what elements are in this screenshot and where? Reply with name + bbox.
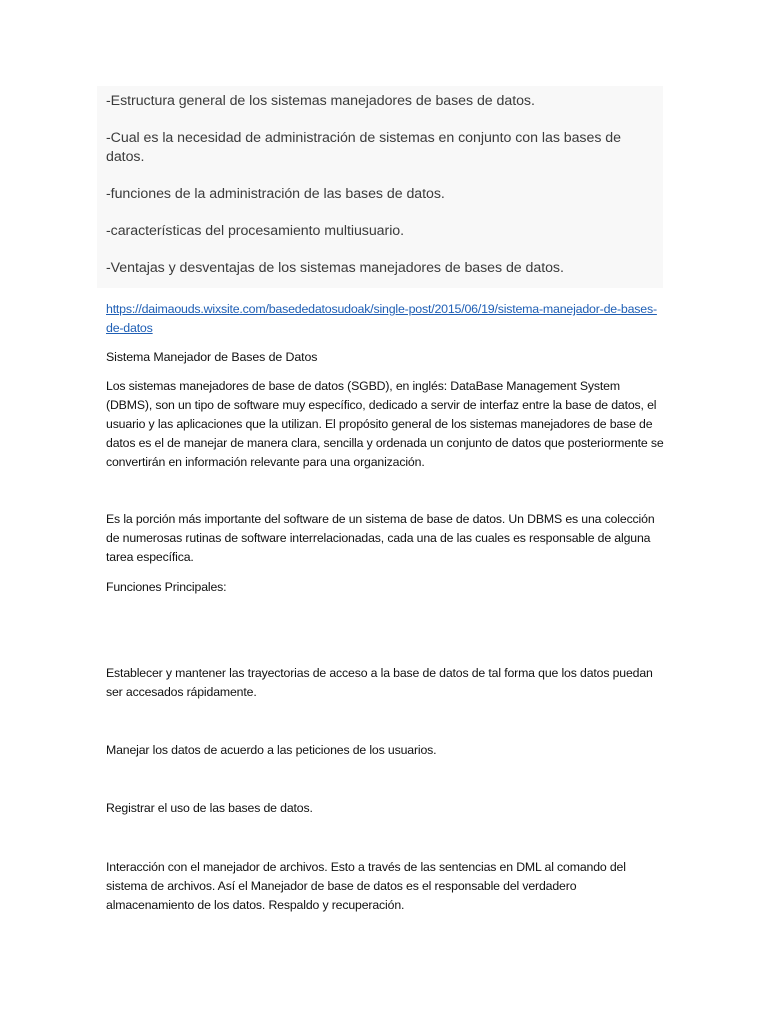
paragraph-interaccion: Interacción con el manejador de archivos. Esto a través de las sentencias en DML al comando del sistema de archivos. Así el Manejador de base de datos es el responsable del verdadero almacenamiento de los datos. Respaldo y recuperación. [106, 860, 626, 912]
section-title: Sistema Manejador de Bases de Datos [106, 350, 318, 364]
paragraph-porcion: Es la porción más importante del software de un sistema de base de datos. Un DBMS es una colección de numerosas rutinas de software interrelacionadas, cada una de las cuales es responsable de alguna tarea específica. [106, 512, 655, 564]
paragraph-sgbd: Los sistemas manejadores de base de datos (SGBD), en inglés: DataBase Management System (DBMS), son un tipo de software muy específico, dedicado a servir de interfaz entre la base de datos, el usuario y las aplicaciones que la utilizan. El propósito general de los sistemas manejadores de base de datos es el de manejar de manera clara, sencilla y ordenada un conjunto de datos que posteriormente se convertirán en información relevante para una organización. [106, 379, 664, 469]
topic-item: -funciones de la administración de las bases de datos. [106, 186, 445, 202]
source-link[interactable]: https://daimaouds.wixsite.com/basededatosudoak/single-post/2015/06/19/sistema-manejador-de-bases-de-datos [106, 302, 657, 335]
funciones-heading: Funciones Principales: [106, 580, 227, 594]
paragraph-registrar: Registrar el uso de las bases de datos. [106, 801, 313, 815]
topics-box [97, 86, 663, 288]
paragraph-establecer: Establecer y mantener las trayectorias de acceso a la base de datos de tal forma que los datos puedan ser accesados rápidamente. [106, 666, 653, 699]
paragraph-manejar: Manejar los datos de acuerdo a las peticiones de los usuarios. [106, 743, 437, 757]
topic-item: -Estructura general de los sistemas manejadores de bases de datos. [106, 93, 535, 109]
topic-item: -Cual es la necesidad de administración de sistemas en conjunto con las bases de datos. [106, 130, 621, 165]
topic-item: -características del procesamiento multiusuario. [106, 223, 405, 239]
topic-item: -Ventajas y desventajas de los sistemas manejadores de bases de datos. [106, 260, 564, 276]
